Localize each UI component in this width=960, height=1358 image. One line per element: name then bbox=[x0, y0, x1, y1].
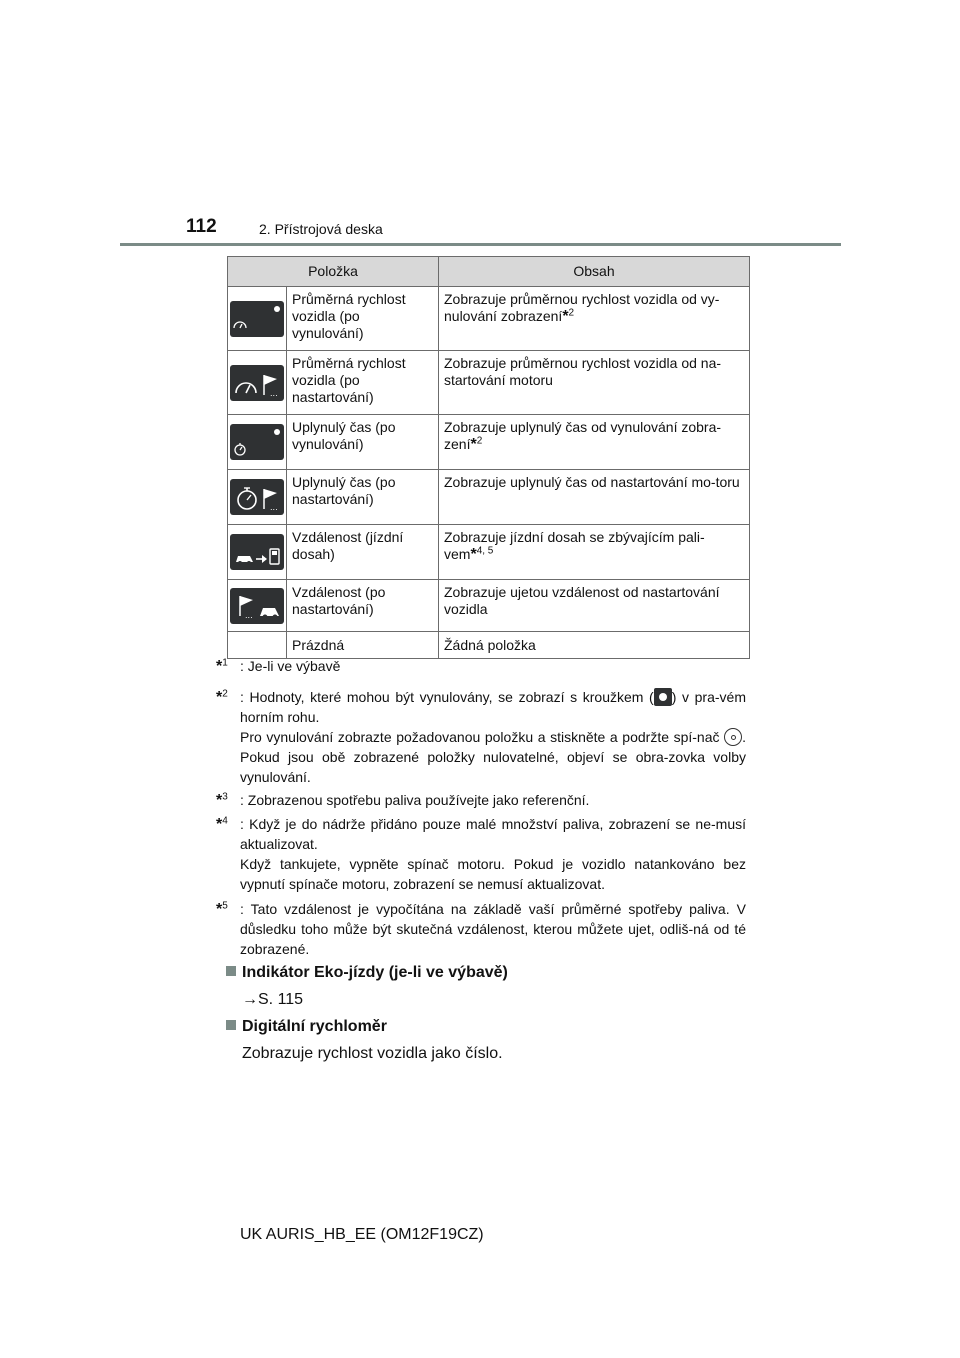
svg-text:...: ... bbox=[270, 388, 278, 398]
item-content: Žádná položka bbox=[439, 632, 750, 659]
header-rule bbox=[120, 243, 841, 246]
eco-heading: Indikátor Eko-jízdy (je-li ve výbavě) bbox=[226, 964, 508, 982]
item-content: Zobrazuje jízdní dosah se zbývajícím pali-vem*$^{4, 5}$ bbox=[439, 525, 750, 580]
table-row bbox=[228, 525, 750, 580]
footnote-1: *$^1$ : Je-li ve výbavě bbox=[216, 656, 746, 676]
footnote-text: : Je-li ve výbavě bbox=[240, 658, 341, 674]
section-title: 2. Přístrojová deska bbox=[259, 221, 383, 237]
item-label: Vzdálenost (po nastartování) bbox=[287, 580, 439, 632]
col-content-header: Obsah bbox=[439, 257, 750, 287]
item-label: Průměrná rychlost vozidla (po vynulování) bbox=[287, 287, 439, 351]
item-table bbox=[227, 256, 750, 659]
item-content: Zobrazuje průměrnou rychlost vozidla od na-startování motoru bbox=[439, 351, 750, 415]
table-row bbox=[228, 351, 750, 415]
footnote-4: *$^4$ : Když je do nádrže přidáno pouze malé množství paliva, zobrazení se ne-musí aktualizovat. Když tankujete, vypněte spínač motoru. Pokud je vozidlo natankováno bez vypnutí spínače motoru, zobrazení se nemusí aktualizovat. bbox=[216, 815, 746, 892]
driving-range-icon bbox=[230, 534, 284, 570]
item-label: Prázdná bbox=[287, 632, 439, 659]
table-row bbox=[228, 470, 750, 525]
table-row bbox=[228, 287, 750, 351]
item-content: Zobrazuje uplynulý čas od nastartování mo-toru bbox=[439, 470, 750, 525]
distance-start-icon bbox=[230, 588, 284, 624]
speedometer-text: Zobrazuje rychlost vozidla jako číslo. bbox=[242, 1045, 503, 1062]
table-row bbox=[228, 632, 750, 659]
elapsed-time-start-icon bbox=[230, 479, 284, 515]
eco-reference: →S. 115 bbox=[242, 991, 304, 1008]
item-label: Uplynulý čas (po nastartování) bbox=[287, 470, 439, 525]
footer-code: UK AURIS_HB_EE (OM12F19CZ) bbox=[240, 1226, 484, 1243]
footnote-5: *$^5$ : Tato vzdálenost je vypočítána na základě vaší průměrné spotřeby paliva. V důsledku toho může být skutečná vzdálenost, kterou můžete ujet, odliš-ná od té zobrazené. bbox=[216, 900, 746, 957]
elapsed-time-reset-icon bbox=[230, 424, 284, 460]
page-number: 112 bbox=[186, 216, 217, 237]
item-content: Zobrazuje ujetou vzdálenost od nastartování vozidla bbox=[439, 580, 750, 632]
table-header-row bbox=[228, 257, 750, 287]
average-speed-start-icon bbox=[230, 365, 284, 401]
average-speed-reset-icon bbox=[230, 301, 284, 337]
col-item-header: Položka bbox=[228, 257, 439, 287]
item-label: Průměrná rychlost vozidla (po nastartování) bbox=[287, 351, 439, 415]
item-label: Uplynulý čas (po vynulování) bbox=[287, 415, 439, 470]
svg-text:...: ... bbox=[245, 610, 253, 620]
item-content: Zobrazuje uplynulý čas od vynulování zobra-zení*$^2$ bbox=[439, 415, 750, 470]
footnote-3: *$^3$ : Zobrazenou spotřebu paliva používejte jako referenční. bbox=[216, 791, 590, 809]
item-content: Zobrazuje průměrnou rychlost vozidla od vy-nulování zobrazení*$^2$ bbox=[439, 287, 750, 351]
table-row bbox=[228, 580, 750, 632]
svg-text:...: ... bbox=[270, 503, 278, 512]
reset-circle-icon bbox=[654, 688, 672, 706]
meter-control-switch-icon bbox=[724, 728, 742, 746]
arrow-right-icon: → bbox=[242, 991, 258, 1008]
speedometer-heading: Digitální rychloměr bbox=[226, 1018, 387, 1036]
item-label: Vzdálenost (jízdní dosah) bbox=[287, 525, 439, 580]
table-row bbox=[228, 415, 750, 470]
footnote-2: *$^2$ : Hodnoty, které mohou být vynulovány, se zobrazí s kroužkem ( ) v pra-vém horním rohu. Pro vynulování zobrazte požadovanou položku a stiskněte a podržte spí-nač . Pokud jsou obě zobrazené položky nulovatelné, objeví se obra-zovka volby vynulování. bbox=[216, 688, 746, 785]
